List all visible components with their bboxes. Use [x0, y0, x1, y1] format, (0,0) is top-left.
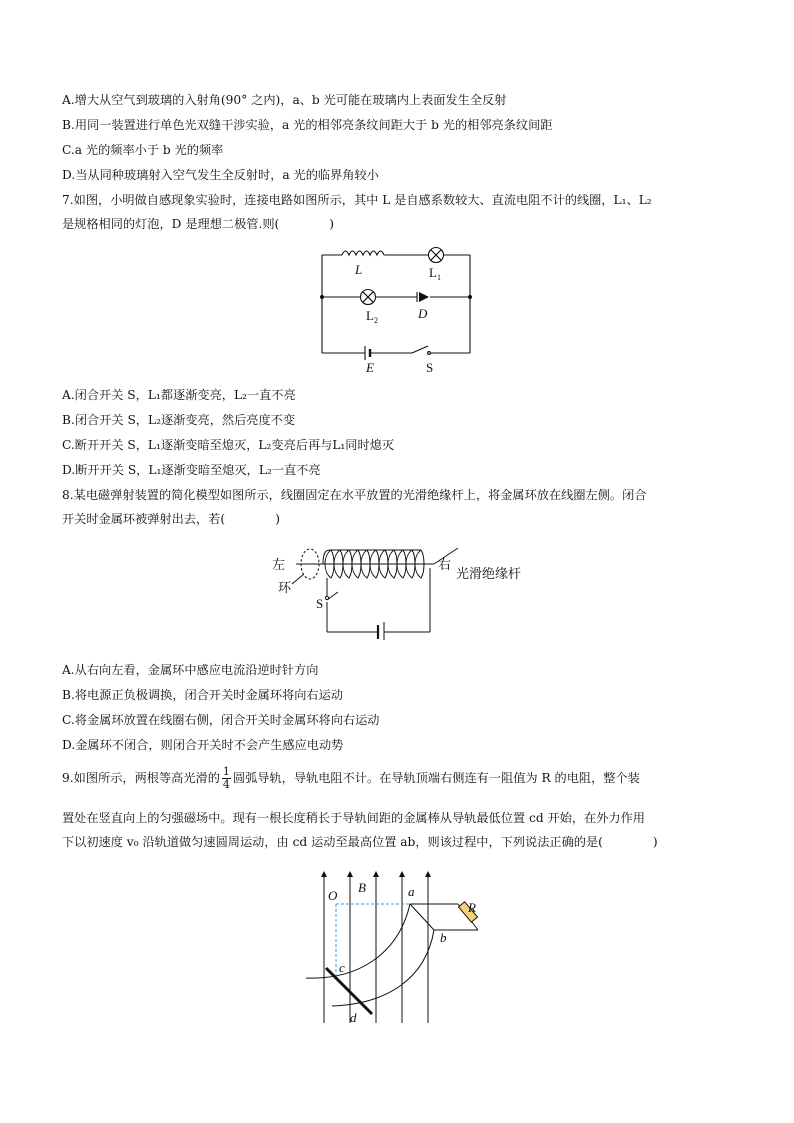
q8-label-left: 左: [272, 557, 286, 572]
q9-label-o: O: [328, 888, 338, 903]
q9-label-c: c: [339, 960, 345, 975]
q6-option-d: D.当从同种玻璃射入空气发生全反射时，a 光的临界角较小: [62, 168, 379, 182]
q9-label-a: a: [408, 884, 415, 899]
q8-stem-line1: 8.某电磁弹射装置的简化模型如图所示，线圈固定在水平放置的光滑绝缘杆上，将金属环放在线圈左侧。闭合: [62, 488, 647, 502]
q7-stem-line2: 是规格相同的灯泡，D 是理想二极管.则( ): [62, 217, 335, 231]
q7-option-d: D.断开开关 S，L₁逐渐变暗至熄灭，L₂一直不亮: [62, 463, 321, 477]
q9-label-b: b: [440, 930, 447, 945]
q7-label-lamp2: $L_2$: [366, 308, 378, 325]
q9-stem-line2: 置处在竖直向上的匀强磁场中。现有一根长度稍长于导轨间距的金属棒从导轨最低位置 cd 开始，在外力作用: [62, 811, 645, 825]
q6-option-c: C.a 光的频率小于 b 光的频率: [62, 143, 224, 157]
q7-option-c: C.断开开关 S，L₁逐渐变暗至熄灭，L₂变亮后再与L₁同时熄灭: [62, 438, 395, 452]
q7-label-battery: E: [366, 360, 374, 375]
q7-option-b: B.闭合开关 S，L₂逐渐变亮，然后亮度不变: [62, 413, 296, 427]
q8-label-switch: S: [316, 596, 324, 611]
q9-label-d: d: [350, 1010, 357, 1025]
q7-label-switch: S: [426, 360, 434, 375]
q8-label-ring: 环: [278, 580, 292, 595]
q8-option-d: D.金属环不闭合，则闭合开关时不会产生感应电动势: [62, 738, 344, 752]
q9-label-b-field: B: [358, 880, 366, 895]
q8-option-c: C.将金属环放置在线圈右侧，闭合开关时金属环将向右运动: [62, 713, 380, 727]
q6-option-b: B.用同一装置进行单色光双缝干涉实验，a 光的相邻亮条纹间距大于 b 光的相邻亮条纹间距: [62, 118, 553, 132]
q7-label-diode: D: [418, 306, 428, 321]
q6-option-a: A.增大从空气到玻璃的入射角(90° 之内)，a、b 光可能在玻璃内上表面发生全反射: [62, 93, 507, 107]
q9-label-r: R: [468, 900, 476, 915]
q7-option-a: A.闭合开关 S，L₁都逐渐变亮，L₂一直不亮: [62, 388, 296, 402]
q7-circuit-diagram: [312, 240, 482, 380]
q9-stem-line1: 9.如图所示，两根等高光滑的 $\frac{1}{4}$ 圆弧导轨，导轨电阻不计。在导轨顶端右侧连有一阻值为 R 的电阻，整个装: [62, 765, 640, 791]
q9-fraction: $\frac{1}{4}$: [222, 765, 230, 791]
q7-stem-line1: 7.如图，小明做自感现象实验时，连接电路如图所示，其中 L 是自感系数较大、直流电阻不计的线圈，L₁、L₂: [62, 193, 652, 207]
q8-label-right: 右: [438, 557, 452, 572]
q8-ejector-diagram: [268, 540, 568, 640]
q8-label-rod: 光滑绝缘杆: [456, 566, 522, 581]
q7-label-lamp1: $L_1$: [429, 265, 441, 282]
q8-option-b: B.将电源正负极调换，闭合开关时金属环将向右运动: [62, 688, 343, 702]
q8-option-a: A.从右向左看，金属环中感应电流沿逆时针方向: [62, 663, 319, 677]
q9-rail-diagram: [306, 868, 506, 1028]
q9-metal-rod: [326, 968, 372, 1014]
q7-label-coil: L: [355, 262, 363, 277]
q9-stem-line3: 下以初速度 v₀ 沿轨道做匀速圆周运动，由 cd 运动至最高位置 ab，则该过程中，下列说法正确的是( ): [62, 835, 658, 849]
q8-stem-line2: 开关时金属环被弹射出去，若( ): [62, 512, 280, 526]
